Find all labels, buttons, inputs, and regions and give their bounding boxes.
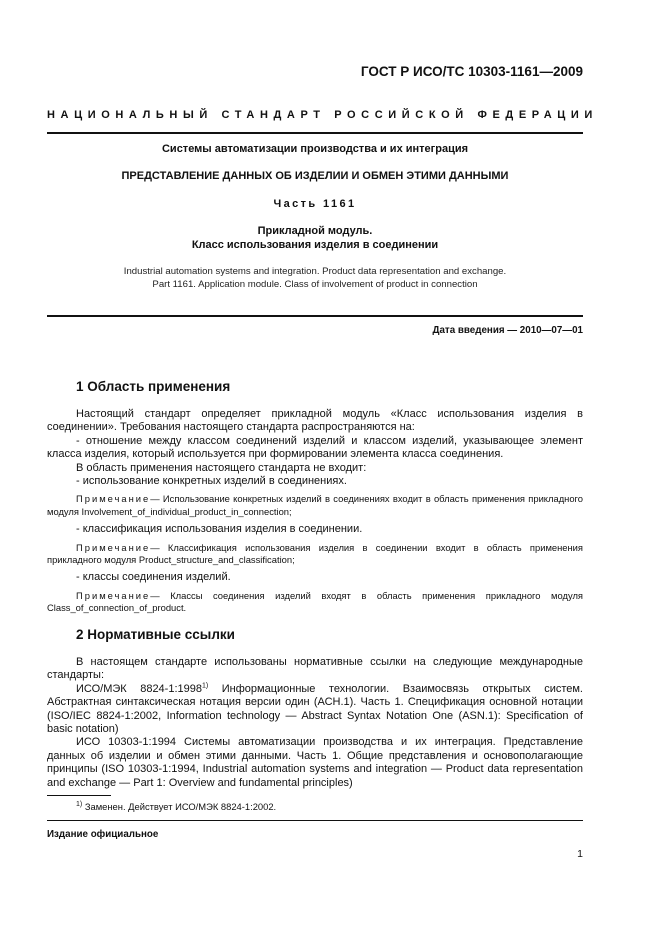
english-title-line2: Part 1161. Application module. Class of involvement of product in connection bbox=[152, 279, 478, 290]
english-title-line1: Industrial automation systems and integration. Product data representation and exchange. bbox=[123, 266, 507, 277]
note bbox=[47, 590, 583, 615]
module-title-line2: Класс использования изделия в соединении bbox=[191, 239, 439, 251]
note bbox=[47, 493, 583, 518]
section1-body bbox=[47, 408, 583, 615]
title-rule bbox=[47, 315, 583, 317]
note-label: Примечание bbox=[76, 589, 151, 601]
edition-label: Издание официальное bbox=[47, 829, 159, 840]
part-title: Часть 1161 bbox=[273, 198, 357, 210]
section1-paragraph: - классы соединения изделий. bbox=[76, 571, 231, 584]
main-title: ПРЕДСТАВЛЕНИЕ ДАННЫХ ОБ ИЗДЕЛИИ И ОБМЕН ЭТИМИ ДАННЫМИ bbox=[121, 170, 509, 182]
reference-text: Информационные технологии. Взаимосвязь открытых систем. Абстрактная синтаксическая нотация версии один (АСН.1). Часть 1. Спецификация основной нотации (ISO/IEC 8824-1:2002, Information technology — Abstract Syntax Notation One (ASN.1): Specification of basic notation) bbox=[47, 682, 583, 736]
footnote-mark: 1) bbox=[202, 682, 209, 690]
series-title: Системы автоматизации производства и их интеграция bbox=[161, 143, 469, 155]
note-text: — Использование конкретных изделий в соединениях входит в область применения прикладного модуля Involvement_of_individual_product_in_connection; bbox=[47, 493, 583, 517]
note-text: — Классы соединения изделий входят в область применения прикладного модуля Class_of_connection_of_product. bbox=[47, 589, 583, 614]
section2-heading: 2 Нормативные ссылки bbox=[76, 627, 235, 642]
footnote-mark: 1) bbox=[76, 800, 83, 808]
section1-heading: 1 Область применения bbox=[76, 379, 231, 394]
footer-rule bbox=[47, 820, 583, 821]
note-label: Примечание bbox=[76, 541, 151, 553]
reference-code: ИСО/МЭК 8824-1:1998 bbox=[76, 682, 202, 695]
reference-iso-iec-8824 bbox=[47, 683, 583, 737]
section1-paragraph: - отношение между классом соединений изделий и классом изделий, указывающее элемент класса изделия, который используется при формировании элемента класса соединения. bbox=[47, 434, 583, 461]
document-number: ГОСТ Р ИСО/ТС 10303-1161—2009 bbox=[360, 64, 583, 79]
section1-paragraph: - классификация использования изделия в соединении. bbox=[76, 523, 363, 536]
footnote-text: Заменен. Действует ИСО/МЭК 8824-1:2002. bbox=[82, 801, 277, 812]
section2-body bbox=[47, 656, 583, 790]
header-rule bbox=[47, 132, 583, 134]
section1-paragraph: Настоящий стандарт определяет прикладной модуль «Класс использования изделия в соединении». Требования настоящего стандарта распространяются на: bbox=[47, 408, 583, 434]
note-text: — Классификация использования изделия в соединении входит в область применения прикладного модуля Product_structure_and_classification; bbox=[47, 541, 583, 566]
section1-paragraph: - использование конкретных изделий в соединениях. bbox=[76, 475, 347, 488]
national-standard-banner: НАЦИОНАЛЬНЫЙ СТАНДАРТ РОССИЙСКОЙ ФЕДЕРАЦИИ bbox=[47, 109, 598, 121]
page-number: 1 bbox=[577, 848, 583, 860]
note bbox=[47, 542, 583, 567]
footnote bbox=[76, 801, 276, 812]
reference-iso-10303-1: ИСО 10303-1:1994 Системы автоматизации производства и их интеграция. Представление данных об изделии и обмен этими данными. Часть 1. Общие представления и основополагающие принципы (ISO 10303-1:1994, Industrial automation systems and integration — Product data representation and exchange — Part 1: Overview and fundamental principles) bbox=[47, 736, 583, 789]
module-title-line1: Прикладной модуль. bbox=[257, 225, 373, 237]
note-label: Примечание bbox=[76, 493, 151, 505]
section2-paragraph: В настоящем стандарте использованы нормативные ссылки на следующие международные стандарты: bbox=[47, 656, 583, 682]
footnote-rule bbox=[47, 795, 111, 796]
section1-paragraph: В область применения настоящего стандарта не входит: bbox=[76, 461, 367, 474]
introduction-date: Дата введения — 2010—07—01 bbox=[432, 325, 583, 336]
